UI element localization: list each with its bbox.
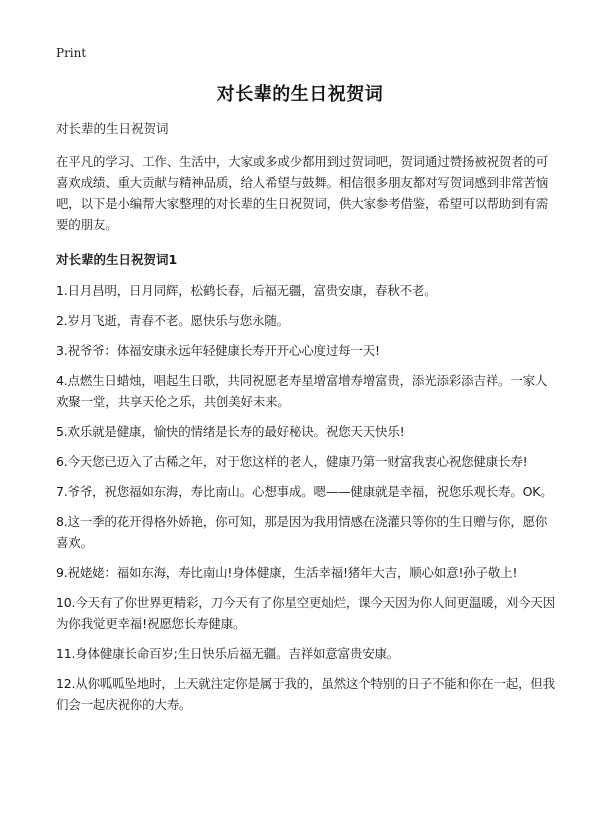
intro-paragraph: 在平凡的学习、工作、生活中，大家或多或少都用到过贺词吧，贺词通过赞扬被祝贺者的可喜欢成绩、重大贡献与精神品质，给人希望与鼓舞。相信很多朋友都对写贺词感到非常苦恼吧，以下是小编帮大家整理的对长辈的生日祝贺词，供大家参考借鉴，希望可以帮助到有需要的朋友。 (56, 154, 549, 232)
article-body (56, 118, 556, 724)
wish-item-7: 7.爷爷，祝您福如东海，寿比南山。心想事成。嗯——健康就是幸福，祝您乐观长寿。OK。 (56, 484, 553, 499)
wish-item-6: 6.今天您已迈入了古稀之年，对于您这样的老人，健康乃第一财富我衷心祝您健康长寿! (56, 454, 528, 469)
print-link[interactable]: Print (56, 46, 87, 60)
wish-item-4: 4.点燃生日蜡烛，唱起生日歌，共同祝愿老寿星增富增寿增富贵，添光添彩添吉祥。一家人欢聚一堂，共享天伦之乐，共创美好未来。 (56, 373, 548, 409)
wish-item-3: 3.祝爷爷：体福安康永远年轻健康长寿开开心心度过每一天! (56, 343, 380, 358)
wish-item-1: 1.日月昌明，日月同辉，松鹤长春，后福无疆，富贵安康，春秋不老。 (56, 283, 437, 298)
article-subtitle: 对长辈的生日祝贺词 (56, 121, 169, 136)
wish-item-9: 9.祝姥姥：福如东海，寿比南山!身体健康，生活幸福!猪年大吉，顺心如意!孙子敬上! (56, 565, 518, 580)
wish-item-12: 12.从你呱呱坠地时，上天就注定你是属于我的，虽然这个特别的日子不能和你在一起，但我们会一起庆祝你的大寿。 (56, 676, 555, 712)
section-heading: 对长辈的生日祝贺词1 (56, 252, 178, 267)
wish-item-8: 8.这一季的花开得格外娇艳，你可知，那是因为我用情感在浇灌只等你的生日赠与你，愿你喜欢。 (56, 514, 548, 550)
wish-item-10: 10.今天有了你世界更精彩，刀今天有了你星空更灿烂，课今天因为你人间更温暖，刈今天因为你我觉更幸福!祝愿您长寿健康。 (56, 595, 555, 631)
wish-item-2: 2.岁月飞逝，青春不老。愿快乐与您永随。 (56, 313, 289, 328)
wish-item-5: 5.欢乐就是健康，愉快的情绪是长寿的最好秘诀。祝您天天快乐! (56, 424, 405, 439)
wish-list (56, 280, 556, 715)
wish-item-11: 11.身体健康长命百岁;生日快乐后福无疆。吉祥如意富贵安康。 (56, 646, 400, 661)
page-title: 对长辈的生日祝贺词 (216, 84, 384, 105)
